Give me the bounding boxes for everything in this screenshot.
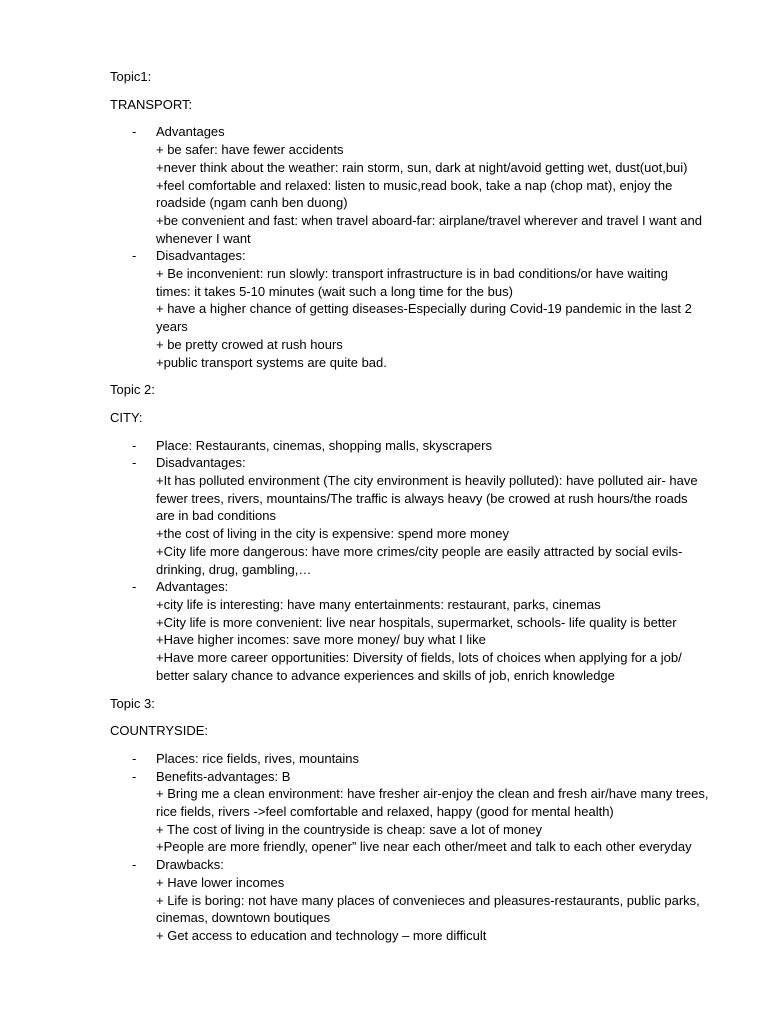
topic-label: Topic1: [110, 69, 152, 84]
bullet-list [110, 437, 720, 685]
list-item [110, 750, 720, 768]
item-line: times: it takes 5-10 minutes (wait such a long time for the bus) [156, 283, 513, 299]
item-line: +Have higher incomes: save more money/ buy what I like [156, 632, 486, 648]
item-line: +be convenient and fast: when travel aboard-far: airplane/travel wherever and travel I want and [156, 212, 702, 228]
item-line: better salary chance to advance experiences and skills of job, enrich knowledge [156, 667, 615, 683]
bullet-dash: - [132, 750, 137, 766]
item-line: roadside (ngam canh ben duong) [156, 195, 348, 211]
list-item [110, 454, 720, 578]
list-item [110, 123, 720, 247]
item-line: + have a higher chance of getting diseases-Especially during Covid-19 pandemic in the last 2 [156, 301, 692, 317]
item-line: +It has polluted environment (The city environment is heavily polluted): have polluted air- have [156, 473, 698, 489]
bullet-dash: - [132, 124, 137, 140]
item-line: +Have more career opportunities: Diversity of fields, lots of choices when applying for a job/ [156, 650, 682, 666]
bullet-dash: - [132, 768, 137, 784]
list-item [110, 768, 720, 857]
item-line: + Life is boring: not have many places of convenieces and pleasures-restaurants, public parks, [156, 892, 700, 908]
bullet-dash: - [132, 857, 137, 873]
list-item [110, 437, 720, 455]
item-heading: Drawbacks: [156, 857, 224, 873]
item-line: fewer trees, rivers, mountains/The traffic is always heavy (be crowed at rush hours/the roads [156, 490, 688, 506]
item-line: +City life more dangerous: have more crimes/city people are easily attracted by social evils- [156, 543, 683, 559]
item-line: rice fields, rivers ->feel comfortable and relaxed, happy (good for mental health) [156, 804, 614, 820]
section-title: CITY: [110, 409, 143, 425]
item-line: drinking, drug, gambling,… [156, 561, 312, 577]
section-title: TRANSPORT: [110, 96, 193, 112]
item-heading: Places: rice fields, rives, mountains [156, 750, 360, 766]
bullet-list [110, 750, 720, 945]
list-item [110, 578, 720, 684]
item-line: + The cost of living in the countryside is cheap: save a lot of money [156, 821, 543, 837]
item-line: + Have lower incomes [156, 874, 285, 890]
item-line: + be safer: have fewer accidents [156, 142, 344, 158]
list-item [110, 247, 720, 371]
item-heading: Advantages: [156, 579, 229, 595]
item-heading: Benefits-advantages: B [156, 768, 291, 784]
item-line: + Bring me a clean environment: have fresher air-enjoy the clean and fresh air/have many trees, [156, 786, 709, 802]
bullet-dash: - [132, 248, 137, 264]
item-heading: Disadvantages: [156, 248, 246, 264]
item-line: +the cost of living in the city is expensive: spend more money [156, 526, 509, 542]
item-heading: Disadvantages: [156, 455, 246, 471]
item-line: cinemas, downtown boutiques [156, 910, 331, 926]
item-line: whenever I want [156, 230, 251, 246]
topic-label: Topic 2: [110, 382, 155, 398]
item-heading: Place: Restaurants, cinemas, shopping malls, skyscrapers [156, 437, 492, 453]
item-line: are in bad conditions [156, 508, 276, 524]
item-line: + Get access to education and technology – more difficult [156, 927, 487, 943]
list-item [110, 856, 720, 945]
item-line: +city life is interesting: have many entertainments: restaurant, parks, cinemas [156, 596, 601, 612]
section-title: COUNTRYSIDE: [110, 723, 208, 739]
item-line: + be pretty crowed at rush hours [156, 336, 343, 352]
item-line: +public transport systems are quite bad. [156, 354, 387, 370]
bullet-dash: - [132, 437, 137, 453]
item-line: years [156, 319, 188, 335]
item-line: +feel comfortable and relaxed: listen to music,read book, take a nap (chop mat), enjoy the [156, 177, 673, 193]
document-body [110, 68, 720, 955]
item-line: +People are more friendly, opener” live near each other/meet and talk to each other everyday [156, 839, 692, 855]
bullet-dash: - [132, 455, 137, 471]
item-line: + Be inconvenient: run slowly: transport infrastructure is in bad conditions/or have waiting [156, 266, 668, 282]
bullet-dash: - [132, 579, 137, 595]
topic-label: Topic 3: [110, 695, 155, 711]
item-line: +never think about the weather: rain storm, sun, dark at night/avoid getting wet, dust(uot,bui) [156, 159, 688, 175]
item-line: +City life is more convenient: live near hospitals, supermarket, schools- life quality is better [156, 614, 677, 630]
bullet-list [110, 123, 720, 371]
item-heading: Advantages [156, 124, 225, 140]
